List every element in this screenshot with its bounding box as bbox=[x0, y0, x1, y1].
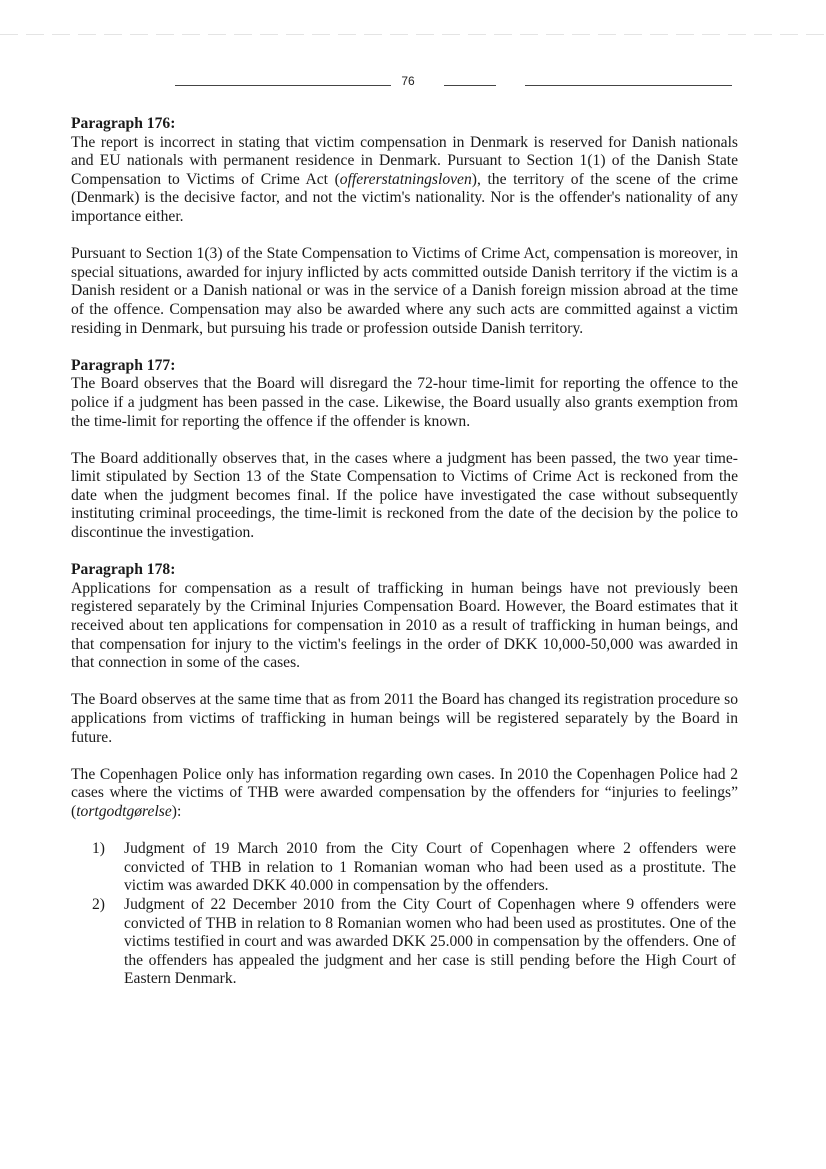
text-run: The Copenhagen Police only has information regarding own cases. In 2010 the Copenhagen Police had 2 cases where the victims of THB were awarded compensation by the offenders for “injuries to feelings” ( bbox=[71, 765, 738, 820]
section-heading: Paragraph 177: bbox=[71, 356, 176, 374]
body-paragraph: Pursuant to Section 1(3) of the State Compensation to Victims of Crime Act, compensation is moreover, in special situations, awarded for injury inflicted by acts committed outside Danish territory if the victim is a Danish resident or a Danish national or was in the service of a Danish foreign mission abroad at the time of the offence. Compensation may also be awarded where any such acts are committed against a victim residing in Denmark, but pursuing his trade or profession outside Danish territory. bbox=[71, 245, 738, 337]
list-text: Judgment of 22 December 2010 from the City Court of Copenhagen where 9 offenders were convicted of THB in relation to 8 Romanian women who had been used as prostitutes. One of the victims testified in court and was awarded DKK 25.000 in compensation by the offenders. One of the offenders has appealed the judgment and her case is still pending before the High Court of Eastern Denmark. bbox=[124, 895, 736, 988]
body-paragraph: The Board observes that the Board will disregard the 72-hour time-limit for reporting the offence to the police if a judgment has been passed in the case. Likewise, the Board usually also grants exemption from the time-limit for reporting the offence if the offender is known. bbox=[71, 375, 738, 430]
list-text: Judgment of 19 March 2010 from the City Court of Copenhagen where 2 offenders were convicted of THB in relation to 1 Romanian woman who had been used as a prostitute. The victim was awarded DKK 40.000 in compensation by the offenders. bbox=[124, 840, 736, 895]
page-number: 76 bbox=[401, 74, 415, 88]
case-list bbox=[71, 840, 738, 989]
list-item bbox=[71, 840, 738, 896]
section-heading: Paragraph 176: bbox=[71, 115, 176, 132]
body-paragraph: Applications for compensation as a result of trafficking in human beings have not previously been registered separately by the Criminal Injuries Compensation Board. However, the Board estimates that it received about ten applications for compensation in 2010 as a result of trafficking in human beings, and that compensation for injury to the victim's feelings in the order of DKK 10,000-50,000 was awarded in that connection in some of the cases. bbox=[71, 579, 738, 672]
section-paragraph-176 bbox=[71, 115, 738, 338]
section-paragraph-177 bbox=[71, 357, 738, 543]
list-item bbox=[71, 896, 738, 989]
section-paragraph-178 bbox=[71, 561, 738, 989]
document-body bbox=[71, 115, 738, 989]
header-rule-middle bbox=[444, 85, 496, 86]
body-paragraph bbox=[71, 134, 738, 227]
header-rule-right bbox=[525, 85, 732, 86]
body-paragraph: The Board observes at the same time that as from 2011 the Board has changed its registration procedure so applications from victims of trafficking in human beings will be registered separately by the Board in future. bbox=[71, 691, 738, 746]
list-number: 1) bbox=[92, 840, 105, 858]
section-heading: Paragraph 178: bbox=[71, 561, 176, 579]
header-rule-left bbox=[175, 85, 391, 86]
body-paragraph bbox=[71, 766, 738, 822]
body-paragraph: The Board additionally observes that, in the cases where a judgment has been passed, the two year time-limit stipulated by Section 13 of the State Compensation to Victims of Crime Act is reckoned from the date when the judgment becomes final. If the police have investigated the case without subsequently instituting criminal proceedings, the time-limit is reckoned from the date of the decision by the police to discontinue the investigation. bbox=[71, 449, 738, 542]
text-run: ), the territory of the scene of the crime (Denmark) is the decisive factor, and not the victim's nationality. Nor is the offender's nationality of any importance either. bbox=[71, 170, 738, 225]
list-number: 2) bbox=[92, 895, 105, 913]
danish-term: tortgodtgørelse bbox=[76, 802, 172, 820]
text-run: ): bbox=[171, 802, 182, 820]
act-title: offererstatningsloven bbox=[339, 170, 472, 188]
scan-edge-line bbox=[0, 34, 826, 35]
text-run: The report is incorrect in stating that victim compensation in Denmark is reserved for Danish nationals and EU nationals with permanent residence in Denmark. Pursuant to Section 1(1) of the Danish State Compensation to Victims of Crime Act ( bbox=[71, 133, 738, 188]
